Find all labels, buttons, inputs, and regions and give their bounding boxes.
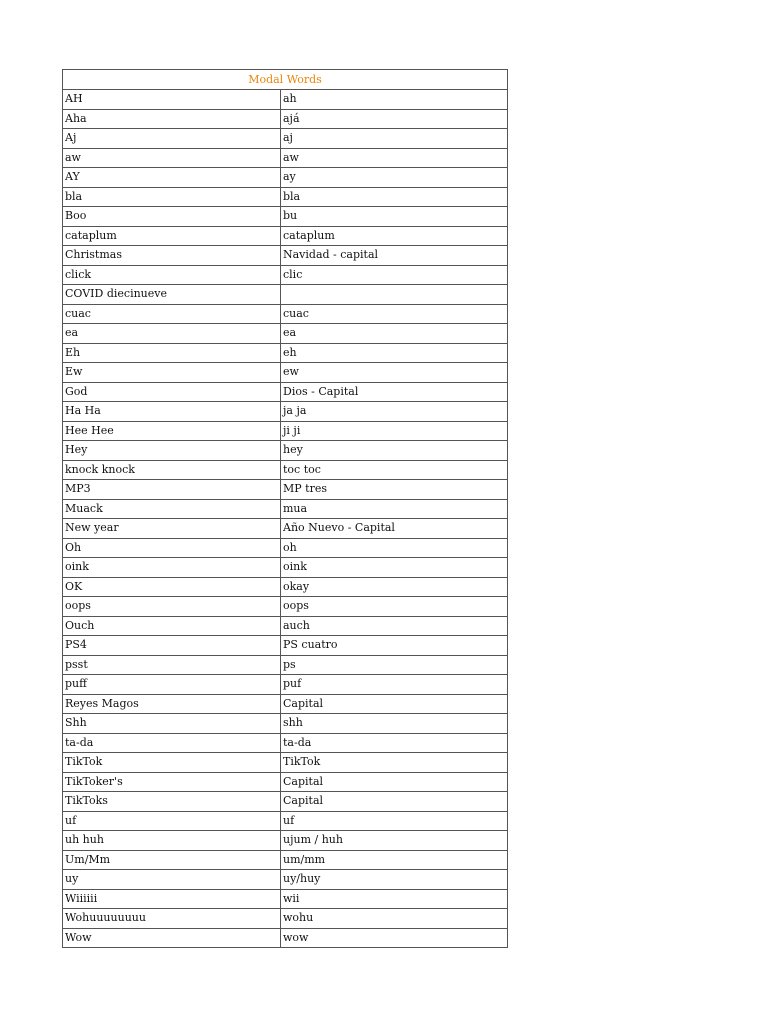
table-header-row bbox=[63, 70, 508, 90]
english-word-cell: God bbox=[63, 382, 281, 402]
english-word-cell: New year bbox=[63, 519, 281, 539]
spanish-word-cell: ta-da bbox=[281, 733, 508, 753]
spanish-word-cell: ay bbox=[281, 168, 508, 188]
english-word-cell: OK bbox=[63, 577, 281, 597]
spanish-word-cell: mua bbox=[281, 499, 508, 519]
english-word-cell: Ew bbox=[63, 363, 281, 383]
spanish-word-cell: uy/huy bbox=[281, 870, 508, 890]
table-row bbox=[63, 792, 508, 812]
table-row bbox=[63, 538, 508, 558]
english-word-cell: Shh bbox=[63, 714, 281, 734]
english-word-cell: cuac bbox=[63, 304, 281, 324]
spanish-word-cell: shh bbox=[281, 714, 508, 734]
spanish-word-cell: Capital bbox=[281, 772, 508, 792]
english-word-cell: psst bbox=[63, 655, 281, 675]
table-row bbox=[63, 772, 508, 792]
table-row bbox=[63, 226, 508, 246]
english-word-cell: Reyes Magos bbox=[63, 694, 281, 714]
english-word-cell: uf bbox=[63, 811, 281, 831]
table-row bbox=[63, 636, 508, 656]
spanish-word-cell: ajá bbox=[281, 109, 508, 129]
english-word-cell: knock knock bbox=[63, 460, 281, 480]
english-word-cell: AH bbox=[63, 90, 281, 110]
table-row bbox=[63, 421, 508, 441]
table-row bbox=[63, 324, 508, 344]
spanish-word-cell: wii bbox=[281, 889, 508, 909]
spanish-word-cell: ew bbox=[281, 363, 508, 383]
table-row bbox=[63, 909, 508, 929]
spanish-word-cell: bu bbox=[281, 207, 508, 227]
table-row bbox=[63, 148, 508, 168]
table-row bbox=[63, 343, 508, 363]
english-word-cell: Oh bbox=[63, 538, 281, 558]
spanish-word-cell: Año Nuevo - Capital bbox=[281, 519, 508, 539]
english-word-cell: Hee Hee bbox=[63, 421, 281, 441]
english-word-cell: Christmas bbox=[63, 246, 281, 266]
table-row bbox=[63, 694, 508, 714]
english-word-cell: Um/Mm bbox=[63, 850, 281, 870]
table-row bbox=[63, 811, 508, 831]
table-row bbox=[63, 714, 508, 734]
english-word-cell: MP3 bbox=[63, 480, 281, 500]
spanish-word-cell: puf bbox=[281, 675, 508, 695]
table-row bbox=[63, 441, 508, 461]
english-word-cell: TikTok bbox=[63, 753, 281, 773]
table-row bbox=[63, 519, 508, 539]
table-row bbox=[63, 460, 508, 480]
spanish-word-cell: Dios - Capital bbox=[281, 382, 508, 402]
english-word-cell: TikToker's bbox=[63, 772, 281, 792]
english-word-cell: Hey bbox=[63, 441, 281, 461]
spanish-word-cell: ea bbox=[281, 324, 508, 344]
english-word-cell: ea bbox=[63, 324, 281, 344]
table-row bbox=[63, 675, 508, 695]
table-row bbox=[63, 597, 508, 617]
english-word-cell: ta-da bbox=[63, 733, 281, 753]
english-word-cell: cataplum bbox=[63, 226, 281, 246]
spanish-word-cell: um/mm bbox=[281, 850, 508, 870]
spanish-word-cell: aj bbox=[281, 129, 508, 149]
spanish-word-cell: eh bbox=[281, 343, 508, 363]
english-word-cell: PS4 bbox=[63, 636, 281, 656]
english-word-cell: Ha Ha bbox=[63, 402, 281, 422]
spanish-word-cell: oh bbox=[281, 538, 508, 558]
spanish-word-cell: bla bbox=[281, 187, 508, 207]
english-word-cell: Ouch bbox=[63, 616, 281, 636]
english-word-cell: aw bbox=[63, 148, 281, 168]
table-row bbox=[63, 655, 508, 675]
table-row bbox=[63, 850, 508, 870]
table-row bbox=[63, 304, 508, 324]
spanish-word-cell: clic bbox=[281, 265, 508, 285]
english-word-cell: Muack bbox=[63, 499, 281, 519]
table-body bbox=[63, 90, 508, 948]
english-word-cell: COVID diecinueve bbox=[63, 285, 281, 305]
spanish-word-cell: auch bbox=[281, 616, 508, 636]
table-row bbox=[63, 499, 508, 519]
table-row bbox=[63, 870, 508, 890]
table-row bbox=[63, 831, 508, 851]
spanish-word-cell: cuac bbox=[281, 304, 508, 324]
spanish-word-cell: Capital bbox=[281, 792, 508, 812]
table-row bbox=[63, 928, 508, 948]
spanish-word-cell: cataplum bbox=[281, 226, 508, 246]
spanish-word-cell: ujum / huh bbox=[281, 831, 508, 851]
english-word-cell: AY bbox=[63, 168, 281, 188]
spanish-word-cell: ja ja bbox=[281, 402, 508, 422]
spanish-word-cell: Navidad - capital bbox=[281, 246, 508, 266]
table-row bbox=[63, 753, 508, 773]
spanish-word-cell: ps bbox=[281, 655, 508, 675]
english-word-cell: uy bbox=[63, 870, 281, 890]
table-row bbox=[63, 889, 508, 909]
spanish-word-cell: okay bbox=[281, 577, 508, 597]
document-page bbox=[62, 69, 507, 948]
english-word-cell: Wiiiiii bbox=[63, 889, 281, 909]
table-row bbox=[63, 577, 508, 597]
spanish-word-cell: toc toc bbox=[281, 460, 508, 480]
english-word-cell: Aj bbox=[63, 129, 281, 149]
spanish-word-cell: aw bbox=[281, 148, 508, 168]
table-row bbox=[63, 733, 508, 753]
table-row bbox=[63, 90, 508, 110]
spanish-word-cell bbox=[281, 285, 508, 305]
spanish-word-cell: oink bbox=[281, 558, 508, 578]
table-row bbox=[63, 187, 508, 207]
english-word-cell: uh huh bbox=[63, 831, 281, 851]
english-word-cell: Wohuuuuuuuu bbox=[63, 909, 281, 929]
spanish-word-cell: PS cuatro bbox=[281, 636, 508, 656]
english-word-cell: click bbox=[63, 265, 281, 285]
english-word-cell: Aha bbox=[63, 109, 281, 129]
english-word-cell: TikToks bbox=[63, 792, 281, 812]
spanish-word-cell: wohu bbox=[281, 909, 508, 929]
english-word-cell: puff bbox=[63, 675, 281, 695]
table-row bbox=[63, 207, 508, 227]
table-row bbox=[63, 129, 508, 149]
english-word-cell: Boo bbox=[63, 207, 281, 227]
spanish-word-cell: TikTok bbox=[281, 753, 508, 773]
table-row bbox=[63, 109, 508, 129]
table-row bbox=[63, 265, 508, 285]
spanish-word-cell: ah bbox=[281, 90, 508, 110]
table-row bbox=[63, 480, 508, 500]
spanish-word-cell: uf bbox=[281, 811, 508, 831]
table-row bbox=[63, 382, 508, 402]
table-row bbox=[63, 402, 508, 422]
table-row bbox=[63, 616, 508, 636]
table-title: Modal Words bbox=[63, 70, 508, 90]
table-row bbox=[63, 168, 508, 188]
table-row bbox=[63, 246, 508, 266]
spanish-word-cell: Capital bbox=[281, 694, 508, 714]
english-word-cell: Wow bbox=[63, 928, 281, 948]
english-word-cell: oops bbox=[63, 597, 281, 617]
spanish-word-cell: wow bbox=[281, 928, 508, 948]
table-row bbox=[63, 558, 508, 578]
table-row bbox=[63, 363, 508, 383]
english-word-cell: Eh bbox=[63, 343, 281, 363]
spanish-word-cell: MP tres bbox=[281, 480, 508, 500]
modal-words-table bbox=[62, 69, 508, 948]
table-row bbox=[63, 285, 508, 305]
spanish-word-cell: hey bbox=[281, 441, 508, 461]
english-word-cell: bla bbox=[63, 187, 281, 207]
spanish-word-cell: oops bbox=[281, 597, 508, 617]
spanish-word-cell: ji ji bbox=[281, 421, 508, 441]
english-word-cell: oink bbox=[63, 558, 281, 578]
